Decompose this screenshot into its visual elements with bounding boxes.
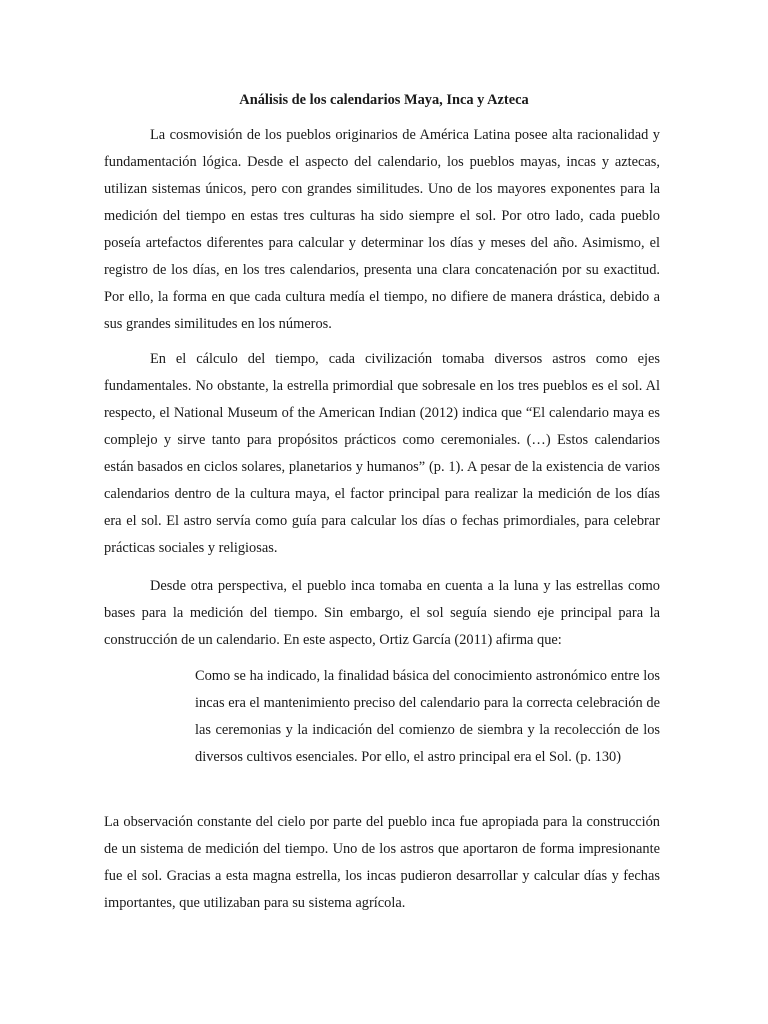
paragraph-3: Desde otra perspectiva, el pueblo inca tomaba en cuenta a la luna y las estrellas como bases para la medición del tiempo. Sin embargo, el sol seguía siendo eje principal para la construcción de un calendario. En este aspecto, Ortiz García (2011) afirma que:: [104, 578, 660, 648]
closing-paragraph: La observación constante del cielo por parte del pueblo inca fue apropiada para la construcción de un sistema de medición del tiempo. Uno de los astros que aportaron de forma impresionante fue el sol. Gracias a esta magna estrella, los incas pudieron desarrollar y calcular días y fechas importantes, que utilizaban para su sistema agrícola.: [104, 814, 660, 911]
paragraph-2: En el cálculo del tiempo, cada civilización tomaba diversos astros como ejes fundamentales. No obstante, la estrella primordial que sobresale en los tres pueblos es el sol. Al respecto, el National Museum of the American Indian (2012) indica que “El calendario maya es complejo y sirve tanto para propósitos prácticos como ceremoniales. (…) Estos calendarios están basados en ciclos solares, planetarios y humanos” (p. 1). A pesar de la existencia de varios calendarios dentro de la cultura maya, el factor principal para realizar la medición de los días era el sol. El astro servía como guía para calcular los días o fechas primordiales, para celebrar prácticas sociales y religiosas.: [104, 351, 660, 556]
document-title: Análisis de los calendarios Maya, Inca y Azteca: [239, 92, 529, 108]
block-quote: Como se ha indicado, la finalidad básica del conocimiento astronómico entre los incas era el mantenimiento preciso del calendario para la correcta celebración de las ceremonias y la indicación del comienzo de siembra y la recolección de los diversos cultivos esenciales. Por ello, el astro principal era el Sol. (p. 130): [195, 668, 660, 765]
paragraph-1: La cosmovisión de los pueblos originarios de América Latina posee alta racionalidad y fundamentación lógica. Desde el aspecto del calendario, los pueblos mayas, incas y aztecas, utilizan sistemas únicos, pero con grandes similitudes. Uno de los mayores exponentes para la medición del tiempo en estas tres culturas ha sido siempre el sol. Por otro lado, cada pueblo poseía artefactos diferentes para calcular y determinar los días y meses del año. Asimismo, el registro de los días, en los tres calendarios, presenta una clara concatenación por su exactitud. Por ello, la forma en que cada cultura medía el tiempo, no difiere de manera drástica, debido a sus grandes similitudes en los números.: [104, 127, 660, 332]
